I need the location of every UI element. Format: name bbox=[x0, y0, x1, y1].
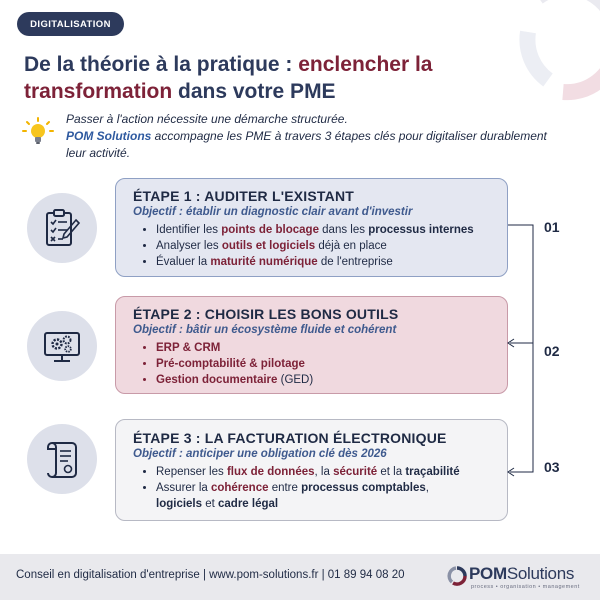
list-item bbox=[156, 480, 507, 512]
category-tag: DIGITALISATION bbox=[17, 12, 124, 36]
text-run: ERP & CRM bbox=[156, 342, 221, 354]
pom-solutions-logo bbox=[447, 563, 592, 593]
intro-brand: POM Solutions bbox=[66, 129, 152, 143]
logo-bold: POM bbox=[469, 564, 507, 583]
step-3-list bbox=[116, 464, 507, 512]
text-run: et la bbox=[377, 466, 406, 478]
title-accent: transformation bbox=[24, 80, 173, 103]
list-item bbox=[156, 372, 507, 388]
step-number-1: 01 bbox=[544, 219, 560, 235]
highlight: points de blocage bbox=[221, 224, 319, 236]
intro-line: Passer à l'action nécessite une démarche structurée. bbox=[66, 112, 348, 126]
text-run: Identifier les bbox=[156, 224, 222, 236]
list-item bbox=[156, 222, 507, 238]
step-3-objective: Objectif : anticiper une obligation clé dès 2026 bbox=[133, 448, 387, 460]
title-accent: enclencher la bbox=[298, 53, 433, 76]
step-number-3: 03 bbox=[544, 459, 560, 475]
logo-light: Solutions bbox=[506, 564, 575, 583]
text-run: (GED) bbox=[277, 374, 314, 386]
bold-text: logiciels bbox=[156, 498, 203, 510]
flow-connector bbox=[505, 220, 545, 480]
text-run: Évaluer la bbox=[156, 256, 211, 268]
text-run: Assurer la bbox=[156, 482, 211, 494]
step-number-2: 02 bbox=[544, 343, 560, 359]
invoice-scroll-icon bbox=[44, 439, 80, 479]
footer bbox=[0, 554, 600, 600]
step-3-card bbox=[115, 419, 508, 521]
step-1-icon-circle bbox=[27, 193, 97, 263]
intro-line: accompagne les PME à travers 3 étapes clés pour digitaliser durablement leur activité. bbox=[66, 129, 547, 160]
step-1-card bbox=[115, 178, 508, 277]
list-item bbox=[156, 464, 507, 480]
decorative-ring bbox=[518, 0, 600, 112]
text-run: et bbox=[202, 498, 219, 510]
step-1-title: ÉTAPE 1 : AUDITER L'EXISTANT bbox=[133, 188, 355, 204]
footer-text: Conseil en digitalisation d'entreprise | www.pom-solutions.fr | 01 89 94 08 20 bbox=[16, 569, 405, 581]
highlight: sécurité bbox=[333, 466, 378, 478]
logo-ring-icon bbox=[447, 566, 467, 586]
text-run: déjà en place bbox=[315, 240, 387, 252]
step-2-title: ÉTAPE 2 : CHOISIR LES BONS OUTILS bbox=[133, 306, 399, 322]
text-run: Gestion documentaire bbox=[156, 374, 278, 386]
step-1-objective: Objectif : établir un diagnostic clair avant d'investir bbox=[133, 206, 413, 218]
step-1-list bbox=[116, 222, 507, 270]
step-2-list bbox=[116, 340, 507, 388]
monitor-gears-icon bbox=[42, 327, 82, 365]
text-run: Repenser les bbox=[156, 466, 227, 478]
logo-name bbox=[469, 564, 574, 584]
text-run: de l'entreprise bbox=[317, 256, 393, 268]
text-run: Pré-comptabilité & pilotage bbox=[156, 358, 305, 370]
title-part: dans votre PME bbox=[172, 80, 336, 103]
intro-text bbox=[66, 111, 566, 162]
highlight: cohérence bbox=[210, 482, 269, 494]
title-part: De la théorie à la pratique : bbox=[24, 53, 299, 76]
list-item bbox=[156, 340, 507, 356]
checklist-icon bbox=[43, 208, 81, 248]
page-title bbox=[24, 51, 524, 105]
list-item bbox=[156, 238, 507, 254]
highlight: flux de données bbox=[226, 466, 315, 478]
bold-text: traçabilité bbox=[405, 466, 460, 478]
step-3-icon-circle bbox=[27, 424, 97, 494]
highlight: maturité numérique bbox=[210, 256, 318, 268]
text-run: , bbox=[425, 482, 429, 494]
step-2-icon-circle bbox=[27, 311, 97, 381]
text-run: entre bbox=[268, 482, 302, 494]
highlight: outils et logiciels bbox=[221, 240, 316, 252]
step-2-objective: Objectif : bâtir un écosystème fluide et cohérent bbox=[133, 324, 397, 336]
list-item bbox=[156, 254, 507, 270]
text-run: dans les bbox=[318, 224, 369, 236]
bold-text: processus comptables bbox=[301, 482, 426, 494]
lightbulb-icon bbox=[22, 117, 54, 147]
step-3-title: ÉTAPE 3 : LA FACTURATION ÉLECTRONIQUE bbox=[133, 430, 447, 446]
list-item bbox=[156, 356, 507, 372]
bold-text: processus internes bbox=[368, 224, 474, 236]
bold-text: cadre légal bbox=[218, 498, 279, 510]
text-run: , la bbox=[314, 466, 334, 478]
logo-tagline: process • organisation • management bbox=[471, 584, 580, 590]
step-2-card bbox=[115, 296, 508, 394]
text-run: Analyser les bbox=[156, 240, 222, 252]
